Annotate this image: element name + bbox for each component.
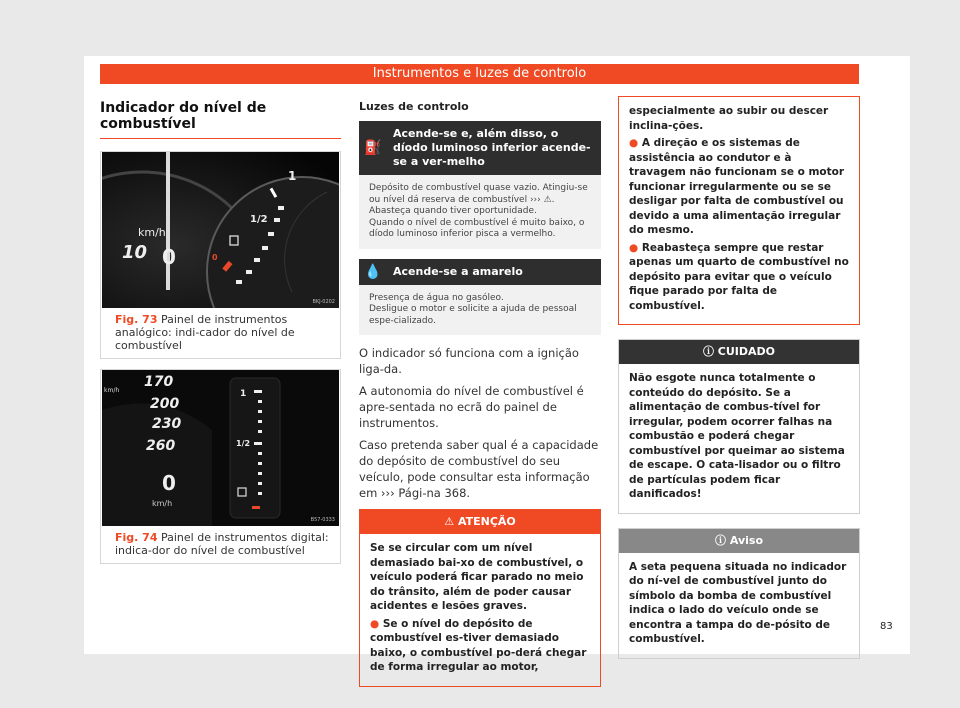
- atencao-header: [360, 510, 600, 534]
- cuidado-label: CUIDADO: [717, 345, 776, 358]
- page-number: 83: [880, 621, 893, 632]
- description-line: Desligue o motor e solicite a ajuda de pessoal espe-cializado.: [369, 304, 577, 326]
- warning-light-header: [359, 121, 601, 175]
- atencao-continued-body: [619, 97, 859, 324]
- atencao-label: ATENÇÃO: [457, 515, 516, 528]
- water-in-diesel-icon: 💧: [364, 263, 382, 280]
- aviso-header: [619, 529, 859, 553]
- bullet-dot: ●: [370, 617, 380, 630]
- body-paragraph: A autonomia do nível de combustível é apre-sentada no ecrã do painel de instrumentos.: [359, 384, 584, 430]
- description-line: Presença de água no gasóleo.: [369, 292, 504, 303]
- bullet-item: [629, 241, 851, 314]
- figure-code: BKJ-0202: [312, 299, 335, 305]
- analog-gauge-image: [102, 152, 339, 308]
- cuidado-text: Não esgote nunca totalmente o conteúdo do depósito. Se a alimentação de combus-tível for irregular, podem ocorrer falhas na combustão e poderá chegar combustível por queimar ao sistema de escape. O cata-lisador ou o filtro de partículas podem ficar danificados!: [629, 372, 845, 500]
- atencao-continued-box: [618, 96, 860, 325]
- aviso-text: A seta pequena situada no indicador do ní-vel de combustível junto do símbolo da bomba de combustível indica o lado do veículo onde se encontra a tampa do de-pósito de combustível.: [629, 560, 847, 645]
- atencao-body: [360, 534, 600, 686]
- aviso-body: [619, 553, 859, 658]
- middle-column: [359, 96, 601, 687]
- digital-gauge-image: [102, 370, 339, 526]
- left-column: [100, 96, 341, 574]
- digital-half-mark: 1/2: [236, 439, 251, 448]
- gauge-full-mark: 1: [288, 169, 297, 183]
- page-header: Instrumentos e luzes de controlo: [100, 64, 859, 84]
- bullet-item: [629, 136, 851, 238]
- warning-light-fuel: [359, 121, 601, 249]
- speed-label-170: 170: [144, 374, 174, 390]
- aviso-box: [618, 528, 860, 659]
- speed-label-230: 230: [152, 416, 182, 432]
- figure-number: Fig. 73: [115, 313, 158, 326]
- figure-number: Fig. 74: [115, 531, 158, 544]
- digital-gauge-drawing: [102, 370, 339, 526]
- caption-text: Painel de instrumentos digital: indica-dor do nível de combustível: [115, 531, 329, 557]
- warning-light-title: Acende-se a amarelo: [393, 264, 523, 278]
- bullet-dot: ●: [629, 241, 639, 254]
- bullet-text: A direção e os sistemas de assistência ao condutor e à travagem não funcionam se o motor funcionar irregularmente ou se se desligar por falta de combustível ou devido a uma alimentação irregular do mesmo.: [629, 137, 845, 236]
- warning-light-description: [359, 285, 601, 336]
- digital-full-mark: 1: [240, 389, 247, 399]
- cuidado-body: [619, 364, 859, 513]
- figure-74: [100, 369, 341, 564]
- warning-light-title: Acende-se e, além disso, o díodo luminoso inferior acende-se a ver-melho: [393, 127, 591, 168]
- figure-caption: [101, 526, 340, 557]
- bullet-text: Se o nível do depósito de combustível es-tiver demasiado baixo, o combustível po-derá chegar de forma irregular ao motor,: [370, 617, 587, 673]
- speed-unit-bottom: km/h: [152, 499, 173, 508]
- gauge-half-mark: 1/2: [250, 214, 268, 225]
- info-circle-icon: ⓘ: [702, 345, 714, 358]
- warning-triangle-icon: ⚠: [444, 515, 455, 528]
- gauge-zero: 0: [162, 245, 176, 269]
- cuidado-header: [619, 340, 859, 364]
- body-paragraph: Caso pretenda saber qual é a capacidade do depósito de combustível do seu veículo, pode consultar esta informação em ››› Pági-na 368.: [359, 438, 599, 500]
- figure-73: [100, 151, 341, 359]
- warning-light-header: [359, 259, 601, 285]
- aviso-label: Aviso: [729, 533, 763, 547]
- bullet-text: Reabasteça sempre que restar apenas um quarto de combustível no depósito para evitar que o veículo fique parado por falta de combustível.: [629, 241, 849, 312]
- gauge-big-number: 10: [122, 242, 148, 263]
- continued-text: especialmente ao subir ou descer inclina-ções.: [629, 105, 829, 132]
- atencao-box: [359, 509, 601, 687]
- gauge-unit: km/h: [138, 226, 166, 239]
- atencao-bullet-item: [370, 617, 592, 675]
- body-paragraph: O indicador só funciona com a ignição liga-da.: [359, 346, 579, 376]
- warning-light-description: [359, 175, 601, 249]
- digital-zero: 0: [162, 471, 176, 495]
- section-title: Indicador do nível de combustível: [100, 100, 267, 132]
- right-column: [618, 96, 860, 659]
- cuidado-box: [618, 339, 860, 514]
- fuel-pump-icon: ⛽: [364, 140, 382, 156]
- note-icon: ⓘ: [714, 533, 726, 547]
- caption-text: Painel de instrumentos analógico: indi-cador do nível de combustível: [115, 313, 295, 352]
- figure-caption: [101, 308, 340, 352]
- gauge-empty-mark: 0: [212, 253, 218, 262]
- description-line: Quando o nível de combustível é muito baixo, o díodo luminoso inferior pisca a vermelho.: [369, 217, 585, 239]
- section-rule: [100, 138, 341, 139]
- atencao-text: Se se circular com um nível demasiado bai-xo de combustível, o veículo poderá ficar parado no meio do trânsito, além de poder causar acidentes e lesões graves.: [370, 542, 584, 612]
- analog-gauge-drawing: [102, 152, 339, 308]
- description-line: Depósito de combustível quase vazio. Atingiu-se ou nível dá reserva de combustível ››› ⚠. Abasteça quando tiver oportunidade.: [369, 183, 588, 216]
- speed-unit-top: km/h: [104, 387, 120, 394]
- figure-code: B57-0333: [310, 517, 335, 523]
- subsection-title: Luzes de controlo: [359, 100, 469, 113]
- speed-label-200: 200: [150, 396, 180, 412]
- speed-label-260: 260: [146, 438, 176, 454]
- warning-light-water: [359, 259, 601, 336]
- bullet-dot: ●: [629, 137, 639, 149]
